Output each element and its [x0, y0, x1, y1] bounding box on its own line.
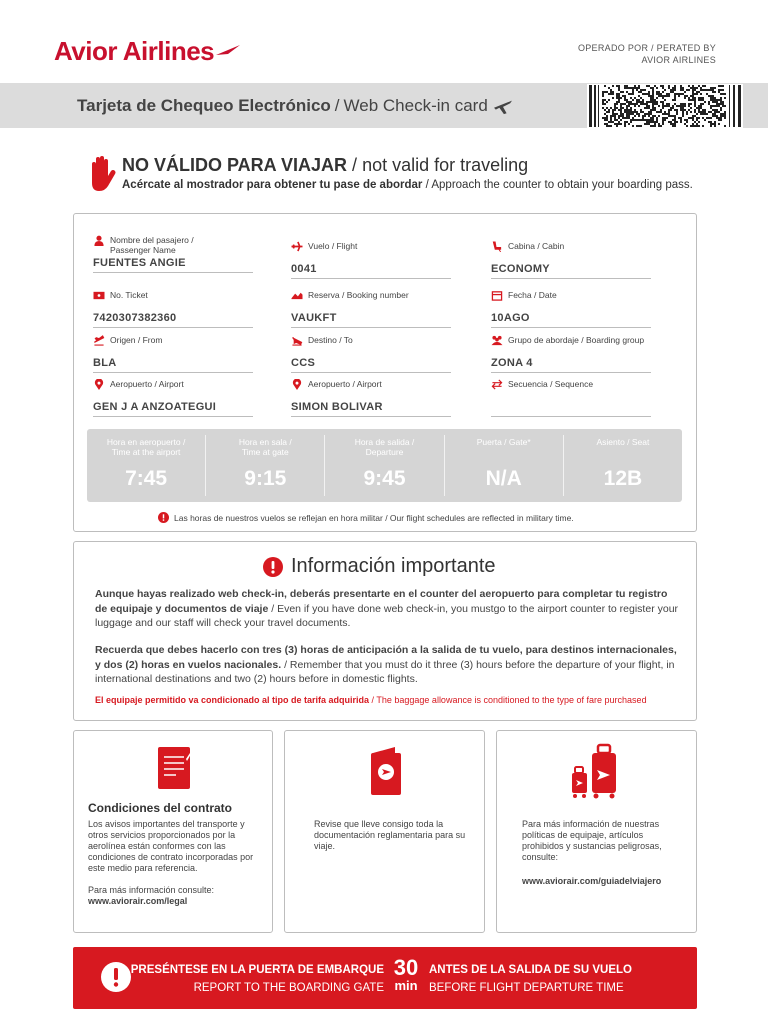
booking-field: Reserva / Booking number VAUKFT — [291, 290, 451, 328]
military-time-note: Las horas de nuestros vuelos se reflejan en hora militar / Our flight schedules are reflected in military time. — [158, 512, 574, 523]
operated-by: OPERADO POR / PERATED BY AVIOR AIRLINES — [577, 43, 716, 65]
destination-airport-field: Aeropuerto / Airport SIMON BOLIVAR — [291, 379, 451, 417]
contract-icon — [156, 745, 192, 791]
baggage-link[interactable]: www.aviorair.com/guiadelviajero — [522, 876, 662, 886]
time-airport: Hora en aeropuerto / Time at the airport 7:45 — [87, 435, 206, 496]
seat: Asiento / Seat 12B — [596, 437, 650, 490]
cabin-value: ECONOMY — [491, 261, 651, 279]
takeoff-icon — [93, 335, 105, 346]
alert-icon — [263, 557, 283, 577]
destination-code: CCS — [291, 355, 451, 373]
time-departure: Hora de salida / Departure 9:45 — [325, 435, 444, 496]
flight-date: 10AGO — [491, 310, 651, 328]
contract-text: Los avisos importantes del transporte y otros servicios proporcionados por la aerolínea están conformes con las condiciones de contrato incorporadas por este medio para referencia. Para más información consulte: www.aviorair.com/legal — [88, 819, 254, 906]
booking-number: VAUKFT — [291, 310, 451, 328]
flight-field: Vuelo / Flight 0041 — [291, 241, 451, 279]
hand-stop-icon — [84, 154, 116, 192]
booking-icon — [291, 290, 303, 301]
gate: Puerta / Gate* N/A — [445, 435, 564, 496]
landing-icon — [291, 335, 303, 346]
date-field: Fecha / Date 10AGO — [491, 290, 651, 328]
sequence-value — [491, 399, 651, 417]
passport-icon — [369, 745, 403, 797]
flight-number: 0041 — [291, 261, 451, 279]
location-pin-icon — [291, 379, 303, 390]
page-title: Tarjeta de Chequeo Electrónico / Web Check-in card — [77, 96, 514, 116]
important-info-title: Información importante — [263, 555, 496, 578]
ticket-icon — [93, 290, 105, 301]
sequence-field: Secuencia / Sequence — [491, 379, 651, 417]
baggage-note: El equipaje permitido va condicionado al tipo de tarifa adquirida / The baggage allowance is conditioned to the type of fare purchased — [95, 695, 647, 705]
times-panel — [87, 429, 682, 502]
info-paragraph-2: Recuerda que debes hacerlo con tres (3) horas de anticipación a la salida de tu vuelo, para destinos internacionales, y dos (2) horas en vuelos nacionales. / Remember that you must do it three (3) hours before the departure of your flight, in international destinations and two (2) hours before in domestic flights. — [95, 644, 677, 685]
origin-field: Origen / From BLA — [93, 335, 253, 373]
barcode-icon — [587, 84, 743, 128]
sequence-icon — [491, 379, 503, 390]
calendar-icon — [491, 290, 503, 301]
passenger-name: FUENTES ANGIE — [93, 255, 253, 273]
cabin-field: Cabina / Cabin ECONOMY — [491, 241, 651, 279]
logo-text: Avior Airlines — [54, 36, 215, 66]
banner-minutes: 30 min — [393, 955, 419, 993]
info-paragraph-1: Aunque hayas realizado web check-in, deberás presentarte en el counter del aeropuerto para completar tu registro de equipaje y documentos de viaje / Even if you have done web check-in, you mustgo to the airport counter to register your luggage and our staff will check your travel documents. — [95, 588, 679, 629]
baggage-text: Para más información de nuestras políticas de equipaje, artículos prohibidos y sustancias peligrosas, consulte: www.aviorair.com/guiadelviajero — [522, 819, 662, 886]
person-icon — [93, 235, 105, 246]
passenger-name-field: Nombre del pasajero / Passenger Name FUENTES ANGIE — [93, 235, 253, 273]
contract-link[interactable]: www.aviorair.com/legal — [88, 896, 188, 906]
alert-icon — [158, 512, 169, 523]
origin-airport: GEN J A ANZOATEGUI — [93, 399, 253, 417]
origin-airport-field: Aeropuerto / Airport GEN J A ANZOATEGUI — [93, 379, 253, 417]
location-pin-icon — [93, 379, 105, 390]
time-gate: Hora en sala / Time at gate 9:15 — [206, 435, 325, 496]
logo-swoosh-icon — [216, 45, 240, 59]
contract-title: Condiciones del contrato — [88, 801, 233, 815]
boarding-group: ZONA 4 — [491, 355, 651, 373]
alert-icon — [101, 962, 131, 992]
luggage-icon — [570, 743, 626, 799]
destination-airport: SIMON BOLIVAR — [291, 399, 451, 417]
destination-field: Destino / To CCS — [291, 335, 451, 373]
seat-icon — [491, 241, 503, 252]
avior-logo — [54, 36, 240, 67]
banner-right-text: ANTES DE LA SALIDA DE SU VUELO BEFORE FLIGHT DEPARTURE TIME — [429, 964, 632, 994]
ticket-field: No. Ticket 7420307382360 — [93, 290, 253, 328]
boarding-group-field: Grupo de abordaje / Boarding group ZONA 4 — [491, 335, 651, 373]
ticket-number: 7420307382360 — [93, 310, 253, 328]
plane-small-icon — [291, 241, 303, 252]
origin-code: BLA — [93, 355, 253, 373]
group-icon — [491, 335, 503, 346]
plane-icon — [492, 97, 514, 115]
not-valid-title: NO VÁLIDO PARA VIAJAR / not valid for traveling — [122, 155, 529, 175]
banner-left-text: PRESÉNTESE EN LA PUERTA DE EMBARQUE REPORT TO THE BOARDING GATE — [130, 964, 384, 994]
not-valid-subtitle: Acércate al mostrador para obtener tu pase de abordar / Approach the counter to obtain your boarding pass. — [122, 179, 693, 191]
documents-text: Revise que lleve consigo toda la documentación reglamentaria para su viaje. — [314, 819, 466, 851]
